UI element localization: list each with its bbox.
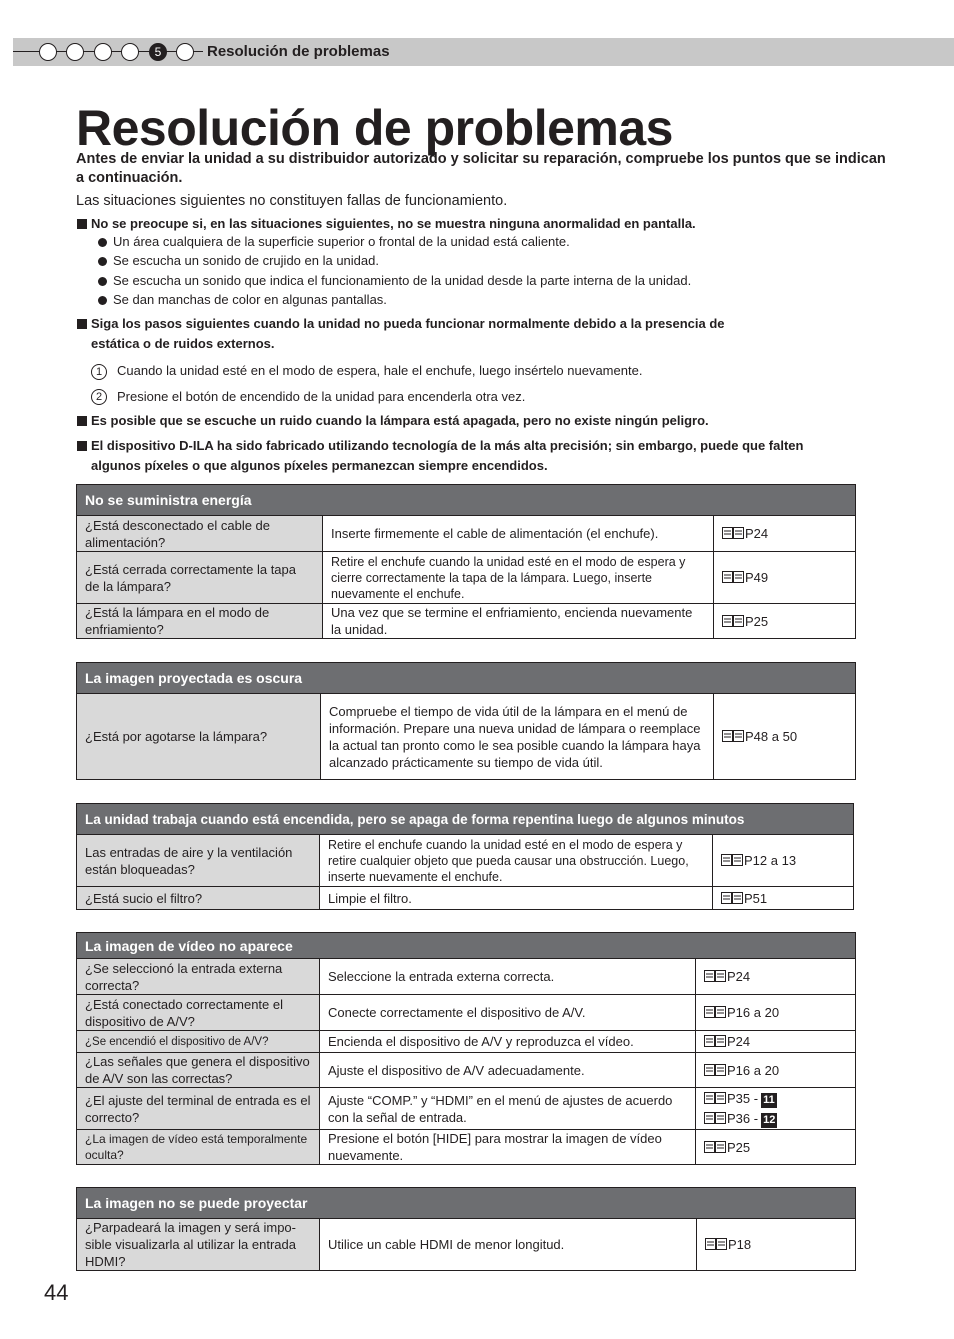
- note-1-bullet-4: Se dan manchas de color en algunas pantallas.: [113, 292, 387, 307]
- page-ref-cell: [697, 1219, 856, 1271]
- question-cell: ¿Está por agotarse la lámpara?: [77, 694, 321, 780]
- square-bullet-icon: [77, 416, 87, 426]
- step-number-1: 1: [91, 364, 107, 380]
- question-cell: ¿Se seleccionó la entrada externa correcta?: [77, 959, 320, 995]
- question-cell: Las entradas de aire y la ventilación están bloqueadas?: [77, 835, 320, 887]
- answer-cell: Ajuste el dispositivo de A/V adecuadamente.: [320, 1053, 696, 1088]
- chapter-indicator-5-active: 5: [149, 43, 167, 61]
- table-title: La imagen proyectada es oscura: [77, 663, 856, 694]
- chapter-indicator-2: [66, 43, 84, 61]
- book-ref-icon: [722, 730, 744, 742]
- round-bullet-icon: [98, 296, 107, 305]
- page-ref-cell: [713, 887, 854, 910]
- square-bullet-icon: [77, 319, 87, 329]
- book-ref-icon: [721, 892, 743, 904]
- table-row: [77, 835, 854, 887]
- section-title: Resolución de problemas: [207, 43, 390, 60]
- page-ref: P24: [745, 526, 769, 541]
- page-ref: P16 a 20: [727, 1005, 780, 1020]
- page-ref: P18: [728, 1237, 752, 1252]
- table-cannot-project: [76, 1187, 856, 1271]
- book-ref-icon: [722, 615, 744, 627]
- chapter-indicator-3: [94, 43, 112, 61]
- page-ref: P35 -: [727, 1090, 759, 1106]
- page-number: 44: [44, 1280, 69, 1305]
- page-ref-cell: [696, 1130, 856, 1165]
- book-ref-icon: [704, 1092, 726, 1104]
- page-title: Resolución de problemas: [76, 100, 673, 156]
- book-ref-icon: [704, 1112, 726, 1124]
- question-cell: ¿La imagen de vídeo está temporalmente oculta?: [77, 1130, 320, 1165]
- answer-cell: Seleccione la entrada externa correcta.: [320, 959, 696, 995]
- page-ref-cell: [713, 835, 854, 887]
- answer-cell: Compruebe el tiempo de vida útil de la lámpara en el menú de información. Prepare una nueva unidad de lámpara o reemplace la actual tan pronto como le sea posible cuando la lámpara haya alcanzado prácticamente su tiempo de vida útil.: [321, 694, 714, 780]
- table-row: [77, 604, 856, 639]
- chapter-indicator-1: [39, 43, 57, 61]
- book-ref-icon: [704, 1141, 726, 1153]
- page-ref-cell: [696, 1053, 856, 1088]
- question-cell: ¿Parpadeará la imagen y será impo-sible visualizarla al utilizar la entrada HDMI?: [77, 1219, 320, 1271]
- answer-cell: Presione el botón [HIDE] para mostrar la imagen de vídeo nuevamente.: [320, 1130, 696, 1165]
- square-bullet-icon: [77, 219, 87, 229]
- answer-cell: Retire el enchufe cuando la unidad esté en el modo de espera y retire cualquier objeto que pueda causar una obstrucción. Luego, inserte nuevamente el enchufe.: [320, 835, 713, 887]
- answer-cell: Ajuste “COMP.” y “HDMI” en el menú de ajustes de acuerdo con la señal de entrada.: [320, 1088, 696, 1130]
- table-no-video: [76, 932, 856, 1165]
- table-row: [77, 1130, 856, 1165]
- table-title: No se suministra energía: [77, 485, 856, 516]
- round-bullet-icon: [98, 238, 107, 247]
- question-cell: ¿El ajuste del terminal de entrada es el correcto?: [77, 1088, 320, 1130]
- chapter-indicator-6: [176, 43, 194, 61]
- question-cell: ¿Está desconectado el cable de alimentación?: [77, 516, 323, 552]
- page-ref: P36 -: [727, 1110, 759, 1126]
- answer-cell: Inserte firmemente el cable de alimentación (el enchufe).: [323, 516, 714, 552]
- page-ref-cell: [714, 694, 856, 780]
- answer-cell: Conecte correctamente el dispositivo de A/V.: [320, 995, 696, 1031]
- intro-bold: Antes de enviar la unidad a su distribuidor autorizado y solicitar su reparación, compruebe los puntos que se indican a continuación.: [76, 151, 886, 186]
- page-ref: P24: [727, 969, 751, 984]
- book-ref-icon: [722, 571, 744, 583]
- note-1-bullet-1: Un área cualquiera de la superficie superior o frontal de la unidad está caliente.: [113, 234, 570, 249]
- table-row: [77, 1053, 856, 1088]
- note-2-line-2: estática o de ruidos externos.: [91, 336, 275, 351]
- table-no-power: [76, 484, 856, 639]
- question-cell: ¿Está la lámpara en el modo de enfriamiento?: [77, 604, 323, 639]
- page-ref: P48 a 50: [745, 729, 798, 744]
- answer-cell: Encienda el dispositivo de A/V y reproduzca el vídeo.: [320, 1031, 696, 1053]
- book-ref-icon: [704, 1064, 726, 1076]
- note-1: No se preocupe si, en las situaciones siguientes, no se muestra ninguna anormalidad en pantalla.: [91, 216, 696, 231]
- page-ref: P16 a 20: [727, 1062, 780, 1078]
- table-row: [77, 959, 856, 995]
- note-4-line-1: El dispositivo D-ILA ha sido fabricado utilizando tecnología de la más alta precisión; sin embargo, puede que falten: [91, 438, 804, 453]
- answer-cell: Una vez que se termine el enfriamiento, encienda nuevamente la unidad.: [323, 604, 714, 639]
- answer-cell: Limpie el filtro.: [320, 887, 713, 910]
- page-ref: P25: [727, 1139, 751, 1155]
- table-row: [77, 1219, 856, 1271]
- page-ref: P25: [745, 613, 769, 629]
- table-row: [77, 887, 854, 910]
- question-cell: ¿Se encendió el dispositivo de A/V?: [77, 1031, 320, 1053]
- table-title: La imagen de vídeo no aparece: [77, 933, 856, 959]
- note-1-bullet-2: Se escucha un sonido de crujido en la unidad.: [113, 253, 379, 268]
- page-ref: P49: [745, 570, 769, 585]
- step-badge: 11: [763, 1093, 775, 1106]
- book-ref-icon: [721, 854, 743, 866]
- book-ref-icon: [704, 970, 726, 982]
- page-ref-cell: [696, 1031, 856, 1053]
- intro-text: Las situaciones siguientes no constituyen fallas de funcionamiento.: [76, 193, 508, 209]
- answer-cell: Retire el enchufe cuando la unidad esté en el modo de espera y cierre correctamente la tapa de la lámpara. Luego, inserte nuevamente el enchufe.: [323, 552, 714, 604]
- answer-cell: Utilice un cable HDMI de menor longitud.: [320, 1219, 697, 1271]
- table-row: [77, 552, 856, 604]
- square-bullet-icon: [77, 441, 87, 451]
- question-cell: ¿Está conectado correctamente el dispositivo de A/V?: [77, 995, 320, 1031]
- table-row: [77, 694, 856, 780]
- question-cell: ¿Está sucio el filtro?: [77, 887, 320, 910]
- page-ref-cell: [714, 552, 856, 604]
- note-2-line-1: Siga los pasos siguientes cuando la unidad no pueda funcionar normalmente debido a la presencia de: [91, 316, 725, 331]
- page-ref-cell: [696, 995, 856, 1031]
- book-ref-icon: [705, 1238, 727, 1250]
- page-ref: P51: [744, 890, 768, 906]
- page-ref-cell: [714, 516, 856, 552]
- table-row: [77, 1088, 856, 1130]
- page-ref-cell: [696, 959, 856, 995]
- note-3: Es posible que se escuche un ruido cuando la lámpara está apagada, pero no existe ningún peligro.: [91, 413, 709, 428]
- step-1-text: Cuando la unidad esté en el modo de espera, hale el enchufe, luego insértelo nuevamente.: [117, 363, 643, 378]
- page-ref-cell: [714, 604, 856, 639]
- book-ref-icon: [704, 1006, 726, 1018]
- note-4-line-2: algunos píxeles o que algunos píxeles permanezcan siempre encendidos.: [91, 458, 548, 473]
- note-1-bullet-3: Se escucha un sonido que indica el funcionamiento de la unidad desde la parte interna de la unidad.: [113, 273, 692, 288]
- round-bullet-icon: [98, 277, 107, 286]
- page-ref: P12 a 13: [744, 853, 797, 868]
- book-ref-icon: [704, 1035, 726, 1047]
- table-row: [77, 995, 856, 1031]
- table-dark-image: [76, 662, 856, 780]
- question-cell: ¿Las señales que genera el dispositivo de A/V son las correctas?: [77, 1053, 320, 1088]
- round-bullet-icon: [98, 257, 107, 266]
- table-title: La unidad trabaja cuando está encendida, pero se apaga de forma repentina luego de algunos minutos: [77, 804, 854, 835]
- book-ref-icon: [722, 527, 744, 539]
- question-cell: ¿Está cerrada correctamente la tapa de la lámpara?: [77, 552, 323, 604]
- table-row: [77, 516, 856, 552]
- table-sudden-shutdown: [76, 803, 854, 910]
- page-ref: P24: [727, 1034, 751, 1049]
- step-number-2: 2: [91, 389, 107, 405]
- chapter-indicator-4: [121, 43, 139, 61]
- page-ref-cell: [696, 1088, 856, 1130]
- table-row: [77, 1031, 856, 1053]
- step-badge: 12: [763, 1113, 776, 1126]
- table-title: La imagen no se puede proyectar: [77, 1188, 856, 1219]
- step-2-text: Presione el botón de encendido de la unidad para encenderla otra vez.: [117, 389, 526, 404]
